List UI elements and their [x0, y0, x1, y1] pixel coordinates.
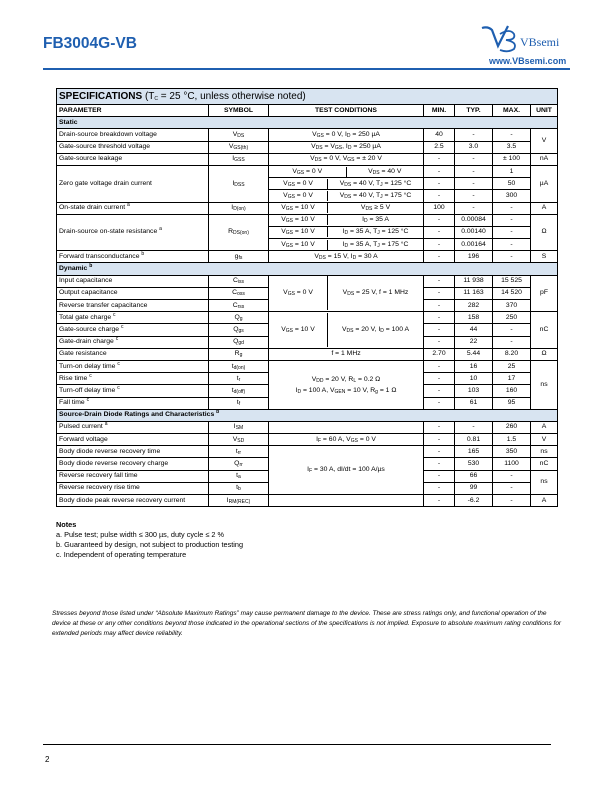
- table-row: Reverse transfer capacitance $C_{rss}$ - 282 370: [57, 300, 558, 312]
- brand-text: VBsemi: [520, 35, 560, 49]
- table-row: Reverse recovery rise time $t_b$ - 99 -: [57, 482, 558, 494]
- note-b: b. Guaranteed by design, not subject to production testing: [56, 540, 244, 549]
- note-c: c. Independent of operating temperature: [56, 550, 187, 559]
- table-row: Total gate charge $^c$ $Q_g$ $V_{GS} = 10$ V $V_{DS} = 20$ V, $I_D = 100$ A - 158 250 nC: [57, 312, 558, 324]
- table-row: Gate resistance $R_g$ f = 1 MHz 2.70 5.44 8.20 Ω: [57, 348, 558, 360]
- table-row: Drain-source breakdown voltage $V_{DS}$ $V_{GS} = 0$ V, $I_D = 250$ µA 40 - - V: [57, 129, 558, 141]
- table-row: Gate-source threshold voltage $V_{GS(th)}$ $V_{DS} = V_{GS}$, $I_D = 250$ µA 2.5 3.0 3.5: [57, 141, 558, 153]
- table-row: Forward transconductance $^b$ $g_{fs}$ $V_{DS} = 15$ V, $I_D = 30$ A - 196 - S: [57, 251, 558, 263]
- col-header-max: MAX.: [493, 105, 531, 117]
- col-header-min: MIN.: [424, 105, 455, 117]
- table-row: Body diode peak reverse recovery current $I_{RM(REC)}$ - -6.2 - A: [57, 495, 558, 507]
- vbsemi-logo: [478, 22, 573, 54]
- table-row: Output capacitance $C_{oss}$ - 11 163 14 520: [57, 287, 558, 299]
- table-row: Reverse recovery fall time $t_a$ - 66 - ns: [57, 470, 558, 482]
- disclaimer: Stresses beyond those listed under “Absolute Maximum Ratings” may cause permanent damage to the device. These are stress ratings only, and functional operation of the device at these or any other conditions beyond those indicated in the operational sections of the specifications is not implied. Exposure to absolute maximum rating conditions for extended periods may affect device reliability.: [52, 610, 562, 637]
- col-header-symbol: SYMBOL: [209, 105, 269, 117]
- website-url: www.VBsemi.com: [489, 56, 567, 66]
- part-number: FB3004G-VB: [43, 35, 137, 52]
- table-row: $V_{GS} = 10$ V $I_D = 35$ A, $T_J = 175$ °C - 0.00164 -: [57, 239, 558, 251]
- specifications-table: [56, 88, 558, 507]
- table-row: $V_{GS} = 10$ V $I_D = 35$ A, $T_J = 125$ °C - 0.00140 -: [57, 226, 558, 238]
- table-row: Gate-source leakage $I_{GSS}$ $V_{DS} = 0$ V, $V_{GS}$ = ± 20 V - - ± 100 nA: [57, 153, 558, 165]
- col-header-unit: UNIT: [531, 105, 558, 117]
- table-row: Rise time $^c$ $t_r$ - 10 17: [57, 373, 558, 385]
- section-static: Static: [57, 117, 558, 129]
- page-number: 2: [45, 755, 50, 764]
- section-dynamic: Dynamic $^b$: [57, 263, 558, 275]
- table-row: Input capacitance $C_{iss}$ $V_{GS} = 0$ V $V_{DS} = 25$ V, f = 1 MHz - 11 938 15 525 pF: [57, 275, 558, 287]
- table-row: Body diode reverse recovery charge $Q_{rr}$ - 530 1100 nC: [57, 458, 558, 470]
- header-rule: [43, 68, 570, 70]
- table-row: Body diode reverse recovery time $t_{rr}$ $I_F = 30$ A, dI/dt = 100 A/µs - 165 350 ns: [57, 446, 558, 458]
- table-title-row: SPECIFICATIONS ($T_C = 25$ °C, unless otherwise noted): [57, 89, 558, 105]
- table-row: Fall time $^c$ $t_f$ - 61 95: [57, 397, 558, 409]
- note-a: a. Pulse test; pulse width ≤ 300 µs, duty cycle ≤ 2 %: [56, 530, 224, 539]
- table-title: SPECIFICATIONS: [59, 91, 143, 102]
- table-row: Pulsed current $^a$ $I_{SM}$ - - 260 A: [57, 421, 558, 433]
- table-header-row: [57, 105, 558, 117]
- col-header-test-conditions: TEST CONDITIONS: [269, 105, 424, 117]
- col-header-parameter: PARAMETER: [57, 105, 209, 117]
- table-row: Gate-drain charge $^c$ $Q_{gd}$ - 22 -: [57, 336, 558, 348]
- notes-heading: Notes: [56, 520, 77, 529]
- notes: [56, 520, 243, 560]
- table-row: Forward voltage $V_{SD}$ $I_F = 60$ A, $V_{GS} = 0$ V - 0.81 1.5 V: [57, 434, 558, 446]
- footer-rule: [43, 744, 551, 745]
- table-row: On-state drain current $^a$ $I_{D(on)}$ $V_{GS} = 10$ V $V_{DS} \ge 5$ V 100 - - A: [57, 202, 558, 214]
- table-row: $V_{GS} = 0$ V $V_{DS} = 40$ V, $T_J = 125$ °C - - 50: [57, 178, 558, 190]
- col-header-typ: TYP.: [455, 105, 493, 117]
- table-row: Drain-source on-state resistance $^a$ $R_{DS(on)}$ $V_{GS} = 10$ V $I_D = 35$ A - 0.00084 - Ω: [57, 214, 558, 226]
- section-diode: Source-Drain Diode Ratings and Characteristics $^b$: [57, 409, 558, 421]
- table-row: Zero gate voltage drain current $I_{DSS}$ $V_{GS} = 0$ V $V_{DS} = 40$ V - - 1 µA: [57, 165, 558, 177]
- table-row: Turn-off delay time $^c$ $t_{d(off)}$ - 103 160: [57, 385, 558, 397]
- table-row: Turn-on delay time $^c$ $t_{d(on)}$ $V_{DD} = 20$ V, $R_L = 0.2$ Ω $I_D = 100$ A, $V_{GEN} = 10$ V, $R_g = 1$ Ω - 16 25 ns: [57, 360, 558, 372]
- table-row: $V_{GS} = 0$ V $V_{DS} = 40$ V, $T_J = 175$ °C - - 300: [57, 190, 558, 202]
- table-row: Gate-source charge $^c$ $Q_{gs}$ - 44 -: [57, 324, 558, 336]
